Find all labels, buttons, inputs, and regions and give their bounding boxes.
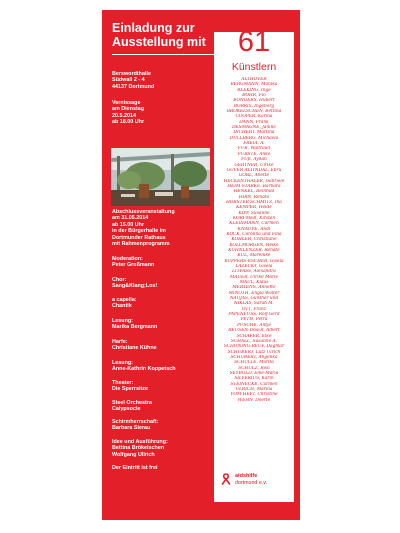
- artist-name: SCHÄFER, Elke: [236, 333, 272, 339]
- title-line-1: Einladung zur: [112, 21, 195, 35]
- artist-name: NAUJAS, Günther und: [229, 296, 279, 302]
- artist-name: MAUER, Ulrike Marie: [229, 274, 279, 280]
- artist-name: PAPENFUSS, Rolf-Gerd: [228, 312, 280, 318]
- artist-name: BERGMANN, Monika: [230, 82, 278, 88]
- artist-name: DESMAGNE, Janine: [232, 125, 276, 131]
- artist-name: VOM HEFT, Christine: [230, 392, 278, 398]
- artist-name: KORFMER, Kirsten: [232, 215, 276, 221]
- artist-name: MINOTH, Engla Walter: [228, 290, 280, 296]
- closing-block: [112, 209, 220, 247]
- program-moderation: [112, 256, 212, 269]
- artist-name: PÜSCHE, Antje: [237, 322, 271, 328]
- artist-panel: [214, 26, 294, 502]
- opening-date: 20.5.2014: [112, 112, 136, 119]
- artist-name: PETH, Petra: [240, 317, 268, 323]
- closing-line-1: Abschlussveranstaltung: [112, 209, 175, 215]
- opening-block: [112, 100, 212, 126]
- artist-name: KEMPER, Heide: [236, 205, 272, 211]
- program-reading-2: [112, 360, 212, 373]
- venue-city: 44137 Dortmund: [112, 83, 155, 90]
- program-harp: [112, 339, 212, 352]
- artist-name: HORSTER-SCHMITZ, Ina: [226, 199, 282, 205]
- artist-name: BRÖKELSCHEN, Bettina: [226, 109, 282, 115]
- artist-name: HIRN, Renate: [238, 194, 270, 200]
- exhibition-photo: [111, 148, 210, 206]
- artist-name: SCHÖNING-BEUF, Dagmar: [223, 344, 285, 350]
- program-label: Theater:: [112, 380, 134, 386]
- artist-name: DANN, Frank: [239, 119, 269, 125]
- artist-name: GÜVER-ALTINDAL, Ebru: [226, 167, 282, 173]
- venue-name: Berswordthalle: [112, 71, 151, 77]
- closing-line-4: in der Bürgerhalle im: [112, 228, 166, 235]
- closing-line-5: Dortmunder Rathaus: [112, 234, 166, 241]
- artist-name: KÖHLER, Christiane: [231, 237, 277, 243]
- patronage-name: Barbara Sierau: [112, 425, 151, 432]
- artist-name: FÜR, Waltraud: [237, 146, 271, 152]
- artist-name: SCHALL, Susanne A.: [231, 338, 277, 344]
- ribbon-icon: [220, 473, 232, 485]
- artist-name: SCHULZ, Rosi: [238, 365, 270, 371]
- program-value: Sang&Klang;Los!: [112, 283, 158, 290]
- artist-name: FREIA, A.: [243, 141, 265, 147]
- artist-name: DÜLLBERG, Michaela: [229, 135, 279, 141]
- artist-name: BORRIS, Ingeborg: [233, 103, 275, 109]
- opening-line-1: Vernissage: [112, 100, 141, 106]
- artist-name: HEIM-STARKE, Barbara: [227, 183, 281, 189]
- program-label: Moderation:: [112, 256, 143, 262]
- artist-name: KLEINMANN, Carmen: [229, 221, 279, 227]
- idea-name-2: Wolfgang Ullrich: [112, 451, 155, 458]
- program-value: Marika Bergmann: [112, 324, 158, 331]
- artist-name: LITFASS, Alexandra: [232, 269, 276, 275]
- program-value: Christiane Kühne: [112, 345, 157, 352]
- artist-name: FÜß, Ayhan: [241, 157, 267, 163]
- artist-name: KIPP, Susanne: [238, 210, 270, 216]
- artist-name: WEHN, Doerte: [237, 397, 271, 403]
- aidshilfe-logo: [218, 469, 293, 491]
- program-label: Lesung:: [112, 360, 133, 366]
- program-label: a capella:: [112, 297, 137, 303]
- program-value: Calypsocie: [112, 406, 141, 413]
- artist-name: DICHERT, Martina: [233, 130, 275, 136]
- program-label: Harfe:: [112, 339, 128, 345]
- artist-name: SEYBOLD, Elke-Maria: [229, 370, 279, 376]
- artist-name: KÖCK, Carolina und Fina: [226, 231, 282, 237]
- artist-name: SCHUBERT, Angelika: [230, 354, 278, 360]
- artist-name: BÖHR, Flo: [242, 93, 266, 99]
- program-reading-1: [112, 318, 212, 331]
- artist-name: SILVERIUS, Karin: [234, 376, 274, 382]
- closing-line-2: am 31.05.2014: [112, 215, 149, 222]
- artist-name: ULRICH, Marina: [235, 386, 273, 392]
- patronage-block: [112, 419, 212, 432]
- artist-name: GÖRL, Anette: [238, 173, 270, 179]
- closing-line-6: mit Rahmenprogramm: [112, 241, 170, 248]
- artist-name: KNAUPE, Andi: [237, 226, 271, 232]
- program-theater: [112, 380, 212, 393]
- logo-subtitle: dortmund e.v.: [235, 480, 267, 486]
- artist-name: KÜHNLENZER, Renate: [228, 248, 280, 253]
- artist-name: MERTENS, Annette: [232, 285, 276, 291]
- artist-name: HENKEL, Reinhild: [233, 189, 275, 195]
- artist-name: HECKENTHALER, Gabriele: [223, 178, 285, 184]
- artist-name: BLEKING, Inge: [237, 87, 271, 93]
- program-value: Chantik: [112, 303, 132, 310]
- venue-street: Südwall 2 - 4: [112, 77, 145, 84]
- artist-name: REUSEN-ISSER, Albert: [228, 328, 280, 334]
- artist-name: KÜL, Mareikke: [237, 253, 271, 259]
- opening-line-2: am Dienstag: [112, 106, 145, 113]
- idea-block: [112, 439, 212, 458]
- opening-time: ab 18.00 Uhr: [112, 119, 145, 126]
- artist-name: BONGERS, Hubert: [233, 98, 275, 104]
- free-entry-text: Der Eintritt ist frei: [112, 465, 158, 471]
- hall-photo-illustration: [111, 148, 210, 206]
- program-steel-orchestra: [112, 400, 212, 413]
- artist-name: SCHULTE, Marita: [234, 360, 274, 366]
- free-entry-note: [112, 465, 212, 471]
- program-choir: [112, 277, 212, 290]
- program-acapella: [112, 297, 212, 310]
- artist-list: [217, 77, 291, 403]
- program-value: Die Sperrsitze: [112, 386, 148, 393]
- venue-block: [112, 71, 212, 90]
- program-label: Lesung:: [112, 318, 133, 324]
- closing-line-3: ab 15.00 Uhr: [112, 221, 145, 228]
- program-label: Chor:: [112, 277, 127, 283]
- artist-name: FÜRSTE, Anke: [237, 151, 271, 157]
- program-label: Steel Orchestra: [112, 400, 152, 406]
- artist-name: SCHUBERT, Lutz Ulrich: [227, 349, 281, 355]
- artist-count: 61: [237, 26, 271, 58]
- artist-name: ALTHÖVER: [241, 77, 267, 82]
- artist-name: KOLLMORGEN, Heike: [229, 242, 279, 248]
- idea-name-1: Bettina Brökelschen: [112, 445, 165, 452]
- artist-name: MAUL, Klaus: [239, 280, 269, 286]
- artist-name: OTT, Franz: [241, 306, 267, 312]
- title-line-2: Ausstellung mit: [112, 35, 206, 49]
- logo-name: aidshilfe: [235, 473, 258, 479]
- artist-name: COOPER, Karina: [235, 114, 273, 120]
- artist-name: LAZECKY, Gisela: [235, 264, 273, 270]
- invitation-flyer: [102, 10, 300, 520]
- patronage-label: Schirmherrschaft:: [112, 419, 159, 425]
- program-value: Peter Großmann: [112, 262, 155, 269]
- idea-label: Idee und Ausführung:: [112, 439, 168, 445]
- program-value: Anne-Kathrin Koppetsch: [112, 366, 176, 373]
- artist-name: GERTNER, Ulrike: [234, 162, 274, 168]
- artist-name: NIKLAS, Sarah M.: [233, 301, 275, 307]
- artist-name: KÜPPERS-ESCHER, Gisela: [224, 258, 284, 264]
- artist-name: STEINECKE, Carmen: [230, 381, 278, 387]
- artist-label: Künstlern: [231, 61, 277, 73]
